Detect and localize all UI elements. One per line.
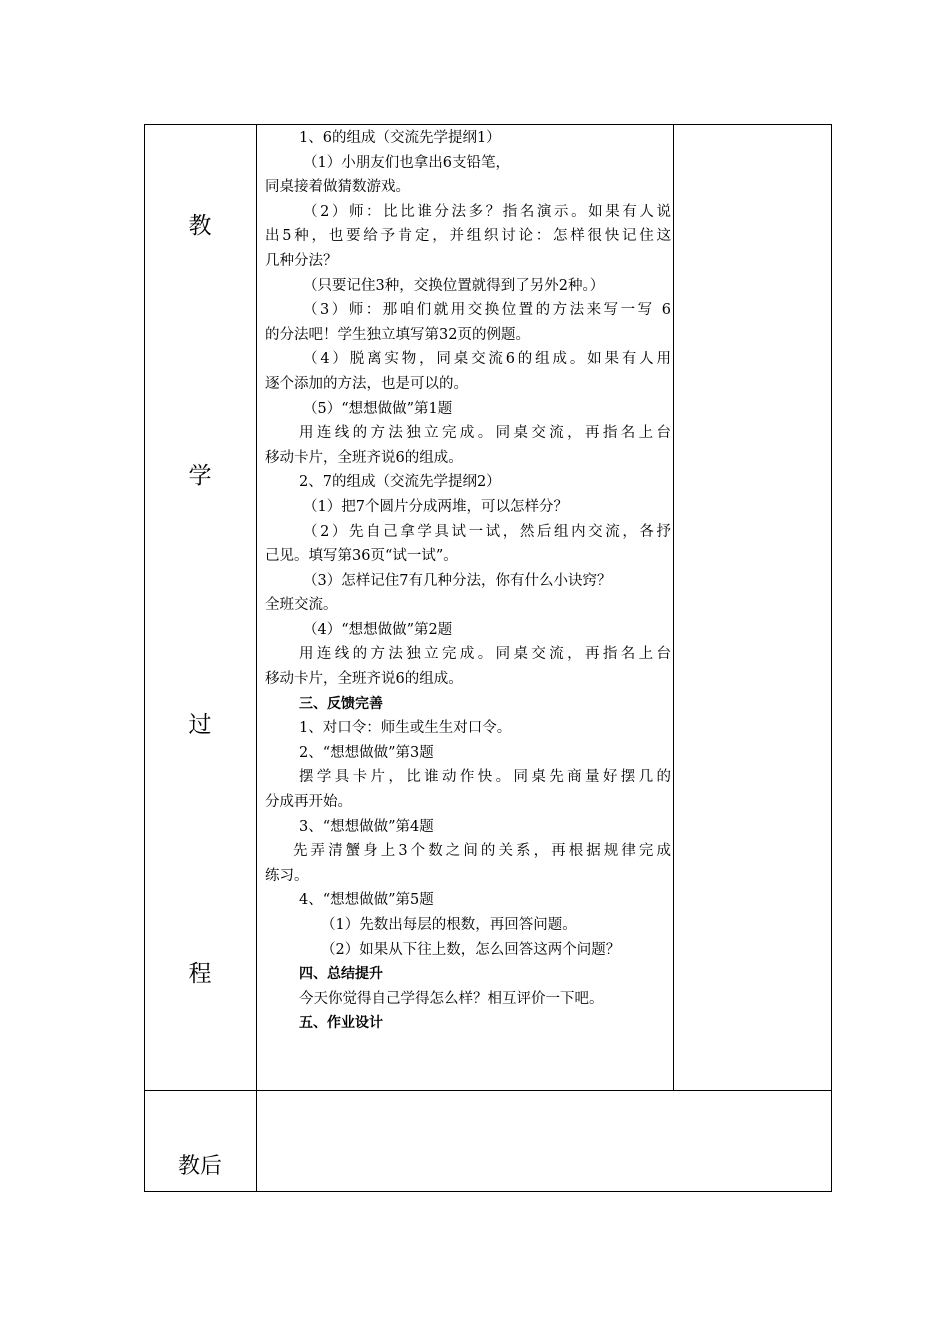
side-label-char: 过 [188, 712, 212, 738]
content-line: 移动卡片，全班齐说6的组成。 [265, 449, 463, 466]
content-line: 逐个添加的方法，也是可以的。 [265, 375, 468, 392]
content-line: 移动卡片，全班齐说6的组成。 [265, 671, 463, 688]
table-divider [256, 124, 257, 1192]
content-line: （只要记住3种，交换位置就得到了另外2种。） [303, 277, 605, 294]
side-label-char: 程 [188, 961, 212, 987]
content-line: 3、“想想做做”第4题 [299, 818, 434, 835]
content-line: 用连线的方法独立完成。同桌交流，再指名上台 [299, 646, 671, 663]
content-line: （4）脱离实物，同桌交流6的组成。如果有人用 [303, 351, 671, 368]
content-line: 全班交流。 [265, 597, 338, 614]
content-line: 2、7的组成（交流先学提纲2） [299, 474, 501, 491]
content-line: （3）怎样记住7有几种分法，你有什么小诀窍？ [303, 572, 612, 589]
lesson-content [265, 126, 671, 1036]
content-line: （3）师：那咱们就用交换位置的方法来写一写 6 [303, 302, 671, 319]
content-line: （4）“想想做做”第2题 [303, 621, 453, 638]
table-divider [144, 1090, 832, 1091]
content-line: （2）师：比比谁分法多？指名演示。如果有人说 [303, 203, 671, 220]
content-line: （5）“想想做做”第1题 [303, 400, 453, 417]
side-label-char: 教 [188, 213, 212, 239]
side-label-char: 学 [188, 463, 212, 489]
content-line: 1、6的组成（交流先学提纲1） [299, 130, 501, 146]
content-line: （1）把7个圆片分成两堆，可以怎样分？ [303, 498, 568, 515]
content-line: 三、反馈完善 [299, 695, 383, 712]
content-line: 今天你觉得自己学得怎么样？相互评价一下吧。 [299, 990, 604, 1007]
content-line: 四、总结提升 [299, 966, 383, 983]
content-line: 分成再开始。 [265, 794, 352, 811]
table-divider [673, 124, 674, 1090]
content-line: 五、作业设计 [299, 1015, 383, 1032]
content-line: 出5种，也要给予肯定，并组织讨论：怎样很快记住这 [265, 228, 671, 245]
content-line: 2、“想想做做”第3题 [299, 744, 434, 761]
content-line: 己见。填写第36页“试一试”。 [265, 548, 458, 565]
content-line: （2）先自己拿学具试一试，然后组内交流，各抒 [303, 523, 671, 540]
content-line: （2）如果从下往上数，怎么回答这两个问题？ [321, 941, 621, 958]
content-line: 摆学具卡片，比谁动作快。同桌先商量好摆几的 [299, 769, 671, 786]
content-line: 几种分法？ [265, 252, 338, 269]
content-line: 4、“想想做做”第5题 [299, 892, 434, 909]
content-line: 先弄清蟹身上3个数之间的关系，再根据规律完成 [293, 843, 671, 860]
content-line: （1）小朋友们也拿出6支铅笔， [303, 154, 510, 171]
content-line: 的分法吧！学生独立填写第32页的例题。 [265, 326, 530, 343]
content-line: 1、对口令：师生或生生对口令。 [299, 720, 512, 737]
content-line: 练习。 [265, 867, 309, 884]
after-class-label: 教后 [177, 1154, 222, 1179]
content-line: （1）先数出每层的根数，再回答问题。 [321, 917, 577, 933]
content-line: 用连线的方法独立完成。同桌交流，再指名上台 [299, 425, 671, 442]
content-line: 同桌接着做猜数游戏。 [265, 179, 410, 196]
